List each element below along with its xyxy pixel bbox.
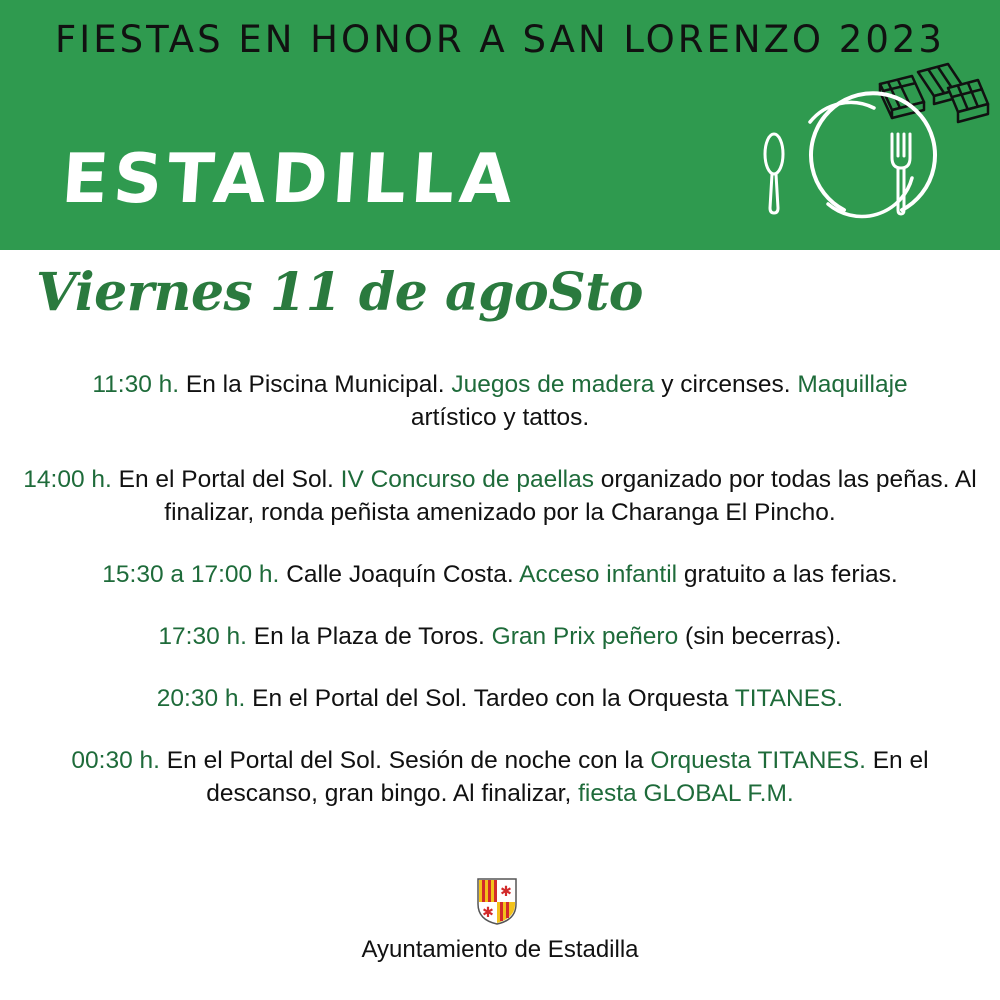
event-text: organizado por todas las peñas. Al finalizar, ronda peñista amenizado por la Charanga El Pincho.: [164, 466, 977, 526]
festival-title: FIESTAS EN HONOR A SAN LORENZO 2023: [55, 18, 945, 61]
event-text: gratuito a las ferias.: [683, 561, 898, 588]
event-item: [20, 744, 980, 810]
organization-name: Ayuntamiento de Estadilla: [361, 936, 639, 963]
event-highlight: TITANES.: [734, 685, 844, 712]
event-item: [20, 558, 980, 591]
chocolate-bars-icon: [880, 64, 988, 122]
event-text: artístico y tattos.: [410, 404, 590, 431]
event-time: 17:30 h.: [158, 623, 247, 650]
event-item: [20, 368, 980, 434]
event-text: y circenses.: [661, 371, 791, 398]
event-highlight: IV Concurso de paellas: [340, 466, 594, 493]
event-time: 00:30 h.: [71, 747, 160, 774]
event-time: 20:30 h.: [156, 685, 246, 712]
svg-text:✱: ✱: [500, 884, 512, 900]
fork-icon: [892, 134, 910, 214]
event-time: 15:30 a 17:00 h.: [102, 561, 280, 588]
tableware-illustration: [752, 58, 1000, 238]
event-program: [20, 368, 980, 839]
event-text: En el descanso, gran bingo. Al finalizar,: [206, 747, 929, 807]
event-highlight: fiesta GLOBAL F.M.: [578, 780, 794, 807]
event-item: [20, 682, 980, 715]
plate-icon: [810, 93, 935, 216]
event-highlight: Orquesta TITANES.: [650, 747, 866, 774]
event-text: En el Portal del Sol. Tardeo con la Orquesta: [252, 685, 729, 712]
event-item: [20, 620, 980, 653]
event-highlight: Acceso infantil: [519, 561, 678, 588]
event-time: 11:30 h.: [92, 371, 180, 398]
event-text: En el Portal del Sol. Sesión de noche con la: [166, 747, 644, 774]
spoon-icon: [765, 134, 783, 213]
event-text: (sin becerras).: [685, 623, 842, 650]
day-heading: Viernes 11 de agoSto: [36, 262, 643, 323]
event-text: En la Plaza de Toros.: [253, 623, 485, 650]
event-highlight: Maquillaje: [797, 371, 908, 398]
event-time: 14:00 h.: [23, 466, 112, 493]
coat-of-arms-icon: [475, 876, 519, 926]
svg-text:✱: ✱: [482, 905, 494, 921]
event-item: [20, 463, 980, 529]
event-text: En el Portal del Sol.: [118, 466, 334, 493]
event-highlight: Gran Prix peñero: [491, 623, 679, 650]
header-banner: [0, 0, 1000, 250]
town-name: ESTADILLA: [59, 140, 520, 219]
event-text: Calle Joaquín Costa.: [286, 561, 514, 588]
event-text: En la Piscina Municipal.: [185, 371, 445, 398]
event-highlight: Juegos de madera: [451, 371, 655, 398]
